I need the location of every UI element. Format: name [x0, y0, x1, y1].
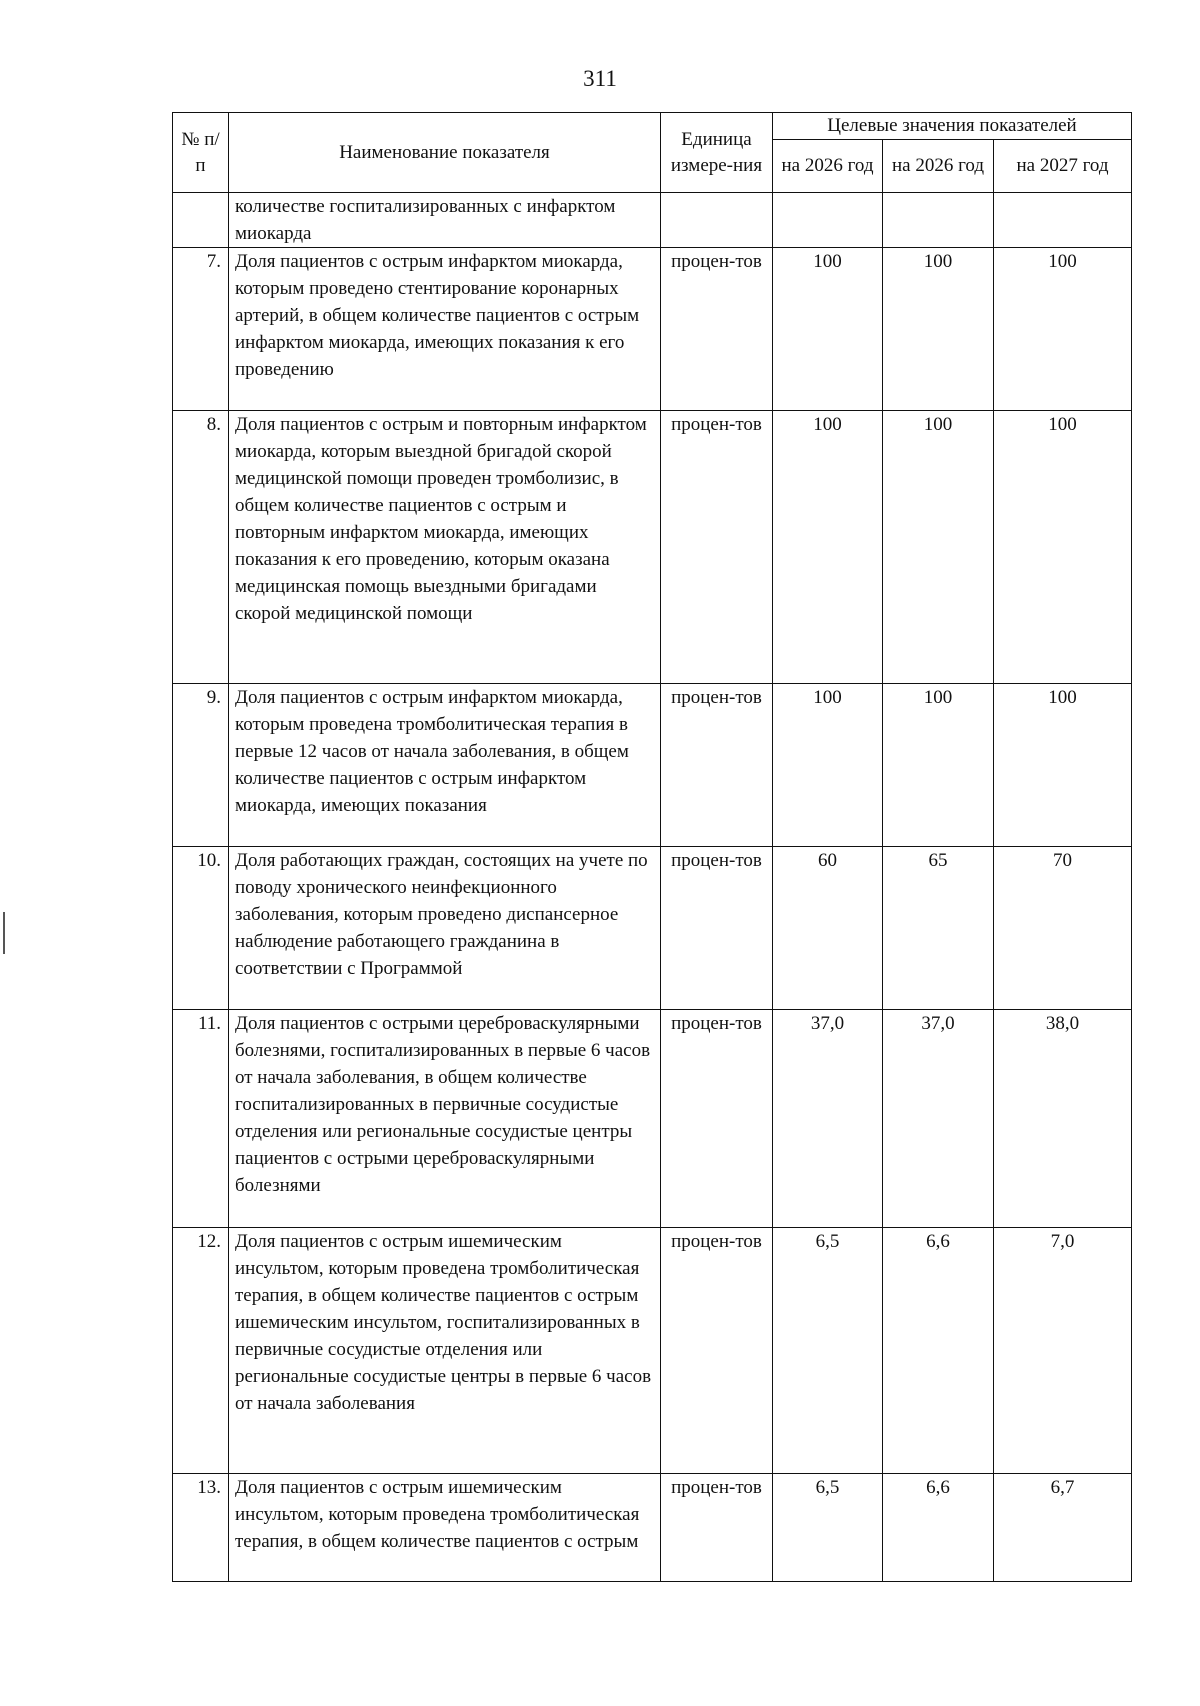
table-row: [173, 684, 1132, 847]
header-num: № п/п: [173, 113, 229, 193]
scan-margin-mark: [3, 912, 5, 954]
table-row: [173, 1228, 1132, 1474]
cell-value-1: 100: [773, 411, 883, 684]
cell-value-2: 37,0: [883, 1010, 994, 1228]
cell-value-1: 6,5: [773, 1228, 883, 1474]
cell-value-3: 7,0: [994, 1228, 1132, 1474]
header-target-values: Целевые значения показателей: [773, 113, 1132, 140]
cell-value-2: 65: [883, 847, 994, 1010]
header-unit: Единица измере-ния: [661, 113, 773, 193]
indicators-table: [172, 112, 1132, 1582]
cell-name: Доля пациентов с острым инфарктом миокарда, которым проведено стентирование коронарных артерий, в общем количестве пациентов с острым инфарктом миокарда, имеющих показания к его проведению: [229, 248, 661, 411]
cell-name: количестве госпитализированных с инфарктом миокарда: [229, 193, 661, 248]
cell-value-2: 100: [883, 684, 994, 847]
cell-name: Доля работающих граждан, состоящих на учете по поводу хронического неинфекционного заболевания, которым проведено диспансерное наблюдение работающего гражданина в соответствии с Программой: [229, 847, 661, 1010]
cell-name: Доля пациентов с острым и повторным инфарктом миокарда, которым выездной бригадой скорой медицинской помощи проведен тромболизис, в общем количестве пациентов с острым и повторным инфарктом миокарда, имеющих показания к его проведению, которым оказана медицинская помощь выездными бригадами скорой медицинской помощи: [229, 411, 661, 684]
cell-value-1: 100: [773, 684, 883, 847]
table-row: [173, 847, 1132, 1010]
cell-num: 7.: [173, 248, 229, 411]
cell-num: 11.: [173, 1010, 229, 1228]
cell-name: Доля пациентов с острым ишемическим инсультом, которым проведена тромболитическая терапия, в общем количестве пациентов с острым: [229, 1474, 661, 1582]
cell-name: Доля пациентов с острым инфарктом миокарда, которым проведена тромболитическая терапия в первые 12 часов от начала заболевания, в общем количестве пациентов с острым инфарктом миокарда, имеющих показания: [229, 684, 661, 847]
cell-name: Доля пациентов с острым ишемическим инсультом, которым проведена тромболитическая терапия, в общем количестве пациентов с острым ишемическим инсультом, госпитализированных в первичные сосудистые отделения или региональные сосудистые центры в первые 6 часов от начала заболевания: [229, 1228, 661, 1474]
cell-unit: процен-тов: [661, 1010, 773, 1228]
cell-value-3: 70: [994, 847, 1132, 1010]
cell-unit: [661, 193, 773, 248]
cell-value-2: 6,6: [883, 1228, 994, 1474]
cell-value-1: 37,0: [773, 1010, 883, 1228]
cell-value-1: 6,5: [773, 1474, 883, 1582]
header-name: Наименование показателя: [229, 113, 661, 193]
cell-value-2: 100: [883, 411, 994, 684]
cell-num: 10.: [173, 847, 229, 1010]
page-number: 311: [583, 66, 617, 91]
cell-value-1: 100: [773, 248, 883, 411]
cell-unit: процен-тов: [661, 1228, 773, 1474]
table-header-row: [173, 113, 1132, 140]
header-year-3: на 2027 год: [994, 140, 1132, 193]
table-row: [173, 411, 1132, 684]
cell-unit: процен-тов: [661, 411, 773, 684]
cell-num: 13.: [173, 1474, 229, 1582]
header-year-2: на 2026 год: [883, 140, 994, 193]
cell-value-3: 6,7: [994, 1474, 1132, 1582]
table-row: [173, 193, 1132, 248]
header-year-1: на 2026 год: [773, 140, 883, 193]
cell-unit: процен-тов: [661, 1474, 773, 1582]
cell-unit: процен-тов: [661, 847, 773, 1010]
cell-value-1: 60: [773, 847, 883, 1010]
cell-value-2: 100: [883, 248, 994, 411]
cell-unit: процен-тов: [661, 684, 773, 847]
cell-value-3: 100: [994, 411, 1132, 684]
table-row: [173, 248, 1132, 411]
table-row: [173, 1474, 1132, 1582]
table-row: [173, 1010, 1132, 1228]
cell-value-2: 6,6: [883, 1474, 994, 1582]
cell-unit: процен-тов: [661, 248, 773, 411]
cell-num: 12.: [173, 1228, 229, 1474]
cell-num: 9.: [173, 684, 229, 847]
cell-value-2: [883, 193, 994, 248]
cell-value-1: [773, 193, 883, 248]
cell-value-3: [994, 193, 1132, 248]
cell-num: [173, 193, 229, 248]
cell-name: Доля пациентов с острыми цереброваскулярными болезнями, госпитализированных в первые 6 часов от начала заболевания, в общем количестве госпитализированных в первичные сосудистые отделения или региональные сосудистые центры пациентов с острыми цереброваскулярными болезнями: [229, 1010, 661, 1228]
cell-value-3: 100: [994, 684, 1132, 847]
cell-value-3: 100: [994, 248, 1132, 411]
cell-num: 8.: [173, 411, 229, 684]
cell-value-3: 38,0: [994, 1010, 1132, 1228]
